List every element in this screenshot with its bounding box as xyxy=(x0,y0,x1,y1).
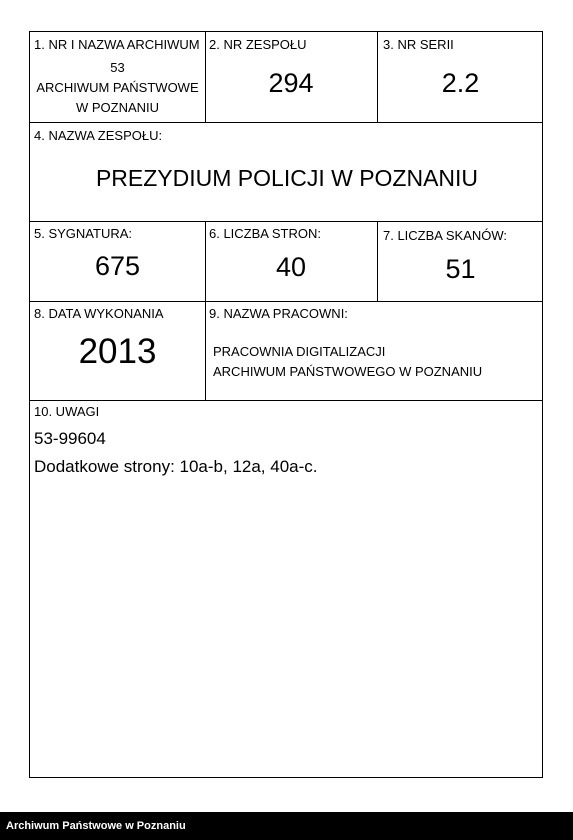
notes-label: 10. UWAGI xyxy=(34,404,100,419)
workshop-line2: ARCHIWUM PAŃSTWOWEGO W POZNANIU xyxy=(213,364,483,379)
workshop-label: 9. NAZWA PRACOWNI: xyxy=(209,306,348,321)
row-divider xyxy=(30,221,542,222)
fonds-name-label: 4. NAZWA ZESPOŁU: xyxy=(34,128,163,143)
date-value: 2013 xyxy=(78,332,157,371)
archive-label: 1. NR I NAZWA ARCHIWUM xyxy=(34,37,200,52)
notes-line2: Dodatkowe strony: 10a-b, 12a, 40a-c. xyxy=(34,457,318,476)
pages-label: 6. LICZBA STRON: xyxy=(209,226,321,241)
archive-name-line2: W POZNANIU xyxy=(75,100,160,115)
metadata-card xyxy=(29,31,543,778)
fonds-no-value: 294 xyxy=(268,68,314,98)
fonds-name-value: PREZYDIUM POLICJI W POZNANIU xyxy=(95,165,479,191)
signature-value: 675 xyxy=(94,251,141,281)
row-divider xyxy=(30,122,542,123)
notes-line1: 53-99604 xyxy=(34,429,106,448)
row-divider xyxy=(30,400,542,401)
series-no-value: 2.2 xyxy=(441,68,480,98)
footer-text: Archiwum Państwowe w Poznaniu xyxy=(6,820,186,832)
scans-label: 7. LICZBA SKANÓW: xyxy=(383,228,508,243)
archive-name-line1: ARCHIWUM PAŃSTWOWE xyxy=(36,80,199,95)
archive-number: 53 xyxy=(110,60,125,75)
row-divider xyxy=(30,301,542,302)
workshop-line1: PRACOWNIA DIGITALIZACJI xyxy=(213,344,386,359)
scans-value: 51 xyxy=(445,254,476,284)
series-no-label: 3. NR SERII xyxy=(383,37,454,52)
date-label: 8. DATA WYKONANIA xyxy=(34,306,164,321)
footer-bar xyxy=(0,812,573,840)
archive-value xyxy=(30,58,205,118)
fonds-no-label: 2. NR ZESPOŁU xyxy=(209,37,307,52)
pages-value: 40 xyxy=(275,252,307,282)
col-divider xyxy=(205,301,206,400)
signature-label: 5. SYGNATURA: xyxy=(34,226,133,241)
